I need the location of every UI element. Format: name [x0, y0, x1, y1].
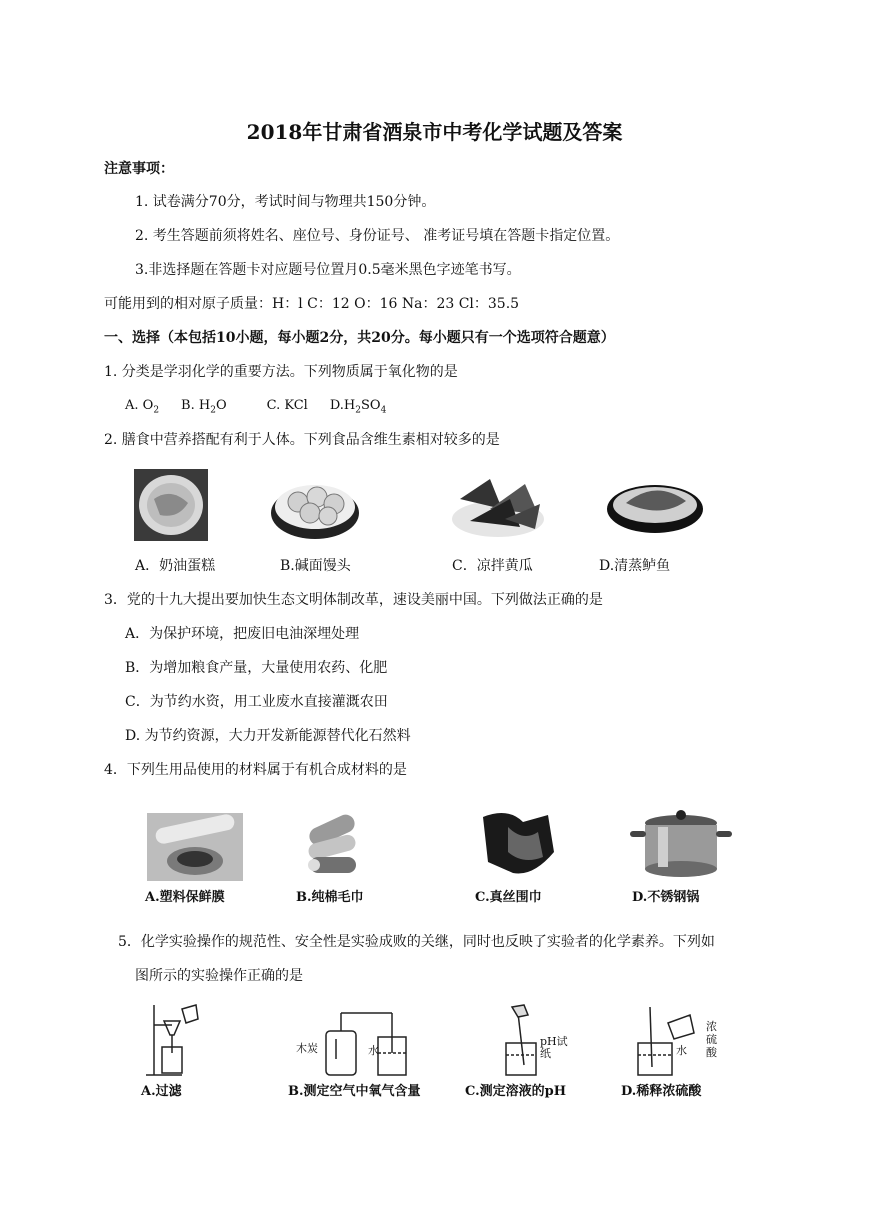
page-title: 2018年甘肃省酒泉市中考化学试题及答案 — [246, 120, 623, 144]
q5-stem-line2: 图所示的实验操作正确的是 — [135, 968, 303, 984]
cucumber-image — [450, 469, 546, 541]
section-heading: 一、选择（本包括10小题，每小题2分，共20分。每小题只有一个选项符合题意） — [104, 330, 615, 346]
notice-1: 1. 试卷满分70分，考试时间与物理共150分钟。 — [135, 194, 436, 210]
q4-option-b: B.纯棉毛巾 — [296, 890, 364, 905]
q5-option-c: C.测定溶液的pH — [465, 1084, 567, 1099]
q2-option-d: D.清蒸鲈鱼 — [599, 558, 671, 574]
filtration-diagram — [142, 1003, 202, 1077]
plastic-wrap-image — [147, 813, 243, 881]
q5-option-d: D.稀释浓硫酸 — [621, 1084, 702, 1099]
label-acid: 浓硫酸 — [706, 1020, 717, 1059]
oxygen-test-diagram — [296, 1003, 412, 1079]
q4-stem: 4．下列生用品使用的材料属于有机合成材料的是 — [104, 762, 407, 778]
q2-option-b: B.碱面馒头 — [280, 558, 351, 574]
q3-option-a: A．为保护环境，把废旧电油深埋处理 — [125, 626, 360, 642]
steamed-bun-image — [270, 469, 360, 541]
label-water-2: 水 — [676, 1044, 687, 1057]
dilution-diagram — [632, 1003, 698, 1077]
fish-image — [606, 469, 704, 535]
notice-heading: 注意事项： — [104, 161, 174, 177]
q4-option-a: A.塑料保鲜膜 — [145, 890, 225, 905]
q1-option-d: $D.H_2SO_4$ — [329, 398, 387, 416]
q1-option-c: C. KCl — [266, 398, 308, 413]
q5-option-b: B.测定空气中氧气含量 — [288, 1084, 421, 1099]
silk-scarf-image — [478, 807, 558, 881]
q5-stem-line1: 5．化学实验操作的规范性、安全性是实验成败的关继，同时也反映了实验者的化学素养。下列如 — [118, 934, 715, 950]
q3-option-d: D. 为节约资源，大力开发新能源替代化石然料 — [125, 728, 411, 744]
q2-stem: 2. 膳食中营养搭配有利于人体。下列食品含维生素相对较多的是 — [104, 432, 500, 448]
q5-option-a: A.过滤 — [141, 1084, 182, 1099]
q3-option-b: B．为增加粮食产量，大量使用农药、化肥 — [125, 660, 388, 676]
steel-pot-image — [628, 809, 734, 881]
atomic-mass: 可能用到的相对原子质量：H：l C：12 O：16 Na：23 Cl：35.5 — [104, 296, 520, 312]
notice-3: 3.非选择题在答题卡对应题号位置月0.5毫米黑色字迹笔书写。 — [135, 262, 521, 278]
q1-stem: 1. 分类是学羽化学的重要方法。下列物质属于氧化物的是 — [104, 364, 458, 380]
q1-option-a: A. $O_2$ — [125, 398, 160, 416]
q4-option-d: D.不锈钢锅 — [632, 890, 700, 905]
q2-option-c: C．凉拌黄瓜 — [452, 558, 533, 574]
q1-options — [125, 397, 386, 420]
label-ph-paper: pH试纸 — [540, 1035, 568, 1060]
cake-image — [134, 469, 208, 541]
q3-stem: 3．党的十九大提出要加快生态文明体制改革，速设美丽中国。下列做法正确的是 — [104, 592, 603, 608]
q2-option-a: A．奶油蛋糕 — [135, 558, 216, 574]
q1-option-b: B. $H_2O$ — [181, 398, 227, 416]
cotton-towel-image — [300, 811, 364, 881]
label-charcoal: 木炭 — [296, 1042, 318, 1055]
label-water: 水 — [368, 1044, 379, 1057]
q3-option-c: C．为节约水资，用工业废水直接灌溉农田 — [125, 694, 388, 710]
notice-2: 2. 考生答题前须将姓名、座位号、身份证号、 准考证号填在答题卡指定位置。 — [135, 228, 620, 244]
q4-option-c: C.真丝围巾 — [475, 890, 542, 905]
